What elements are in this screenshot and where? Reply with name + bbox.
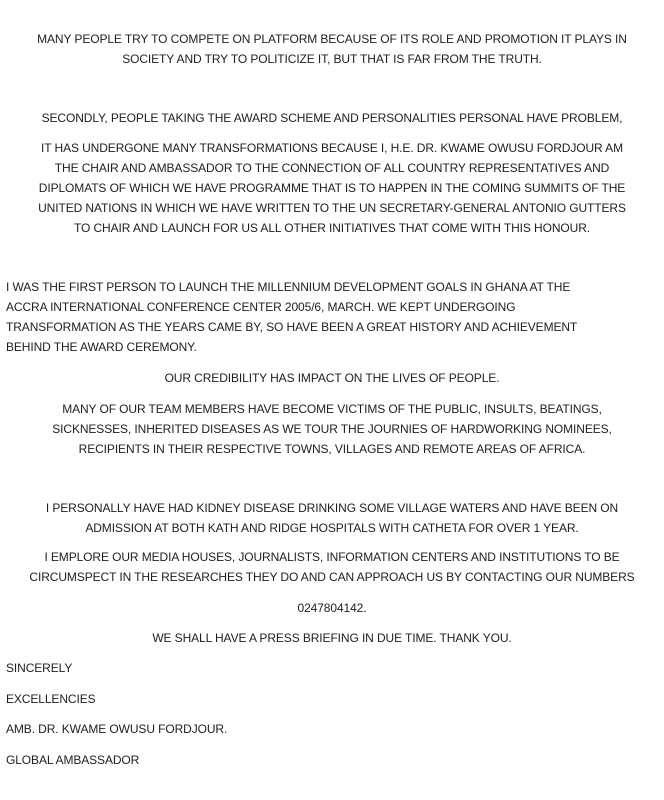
text-line: MANY OF OUR TEAM MEMBERS HAVE BECOME VICTIMS OF THE PUBLIC, INSULTS, BEATINGS, — [62, 402, 602, 416]
text-line: WE SHALL HAVE A PRESS BRIEFING IN DUE TIME. THANK YOU. — [152, 631, 512, 645]
text-line: BEHIND THE AWARD CEREMONY. — [6, 340, 197, 354]
signoff-name — [6, 719, 658, 739]
paragraph-press-briefing — [6, 628, 658, 648]
text-line: THE CHAIR AND AMBASSADOR TO THE CONNECTION OF ALL COUNTRY REPRESENTATIVES AND — [54, 161, 610, 175]
paragraph-transformations — [6, 138, 658, 238]
paragraph-platform — [6, 29, 658, 69]
paragraph-mdg-launch — [6, 277, 658, 357]
text-line: RECIPIENTS IN THEIR RESPECTIVE TOWNS, VILLAGES AND REMOTE AREAS OF AFRICA. — [78, 442, 586, 456]
text-line: TO CHAIR AND LAUNCH FOR US ALL OTHER INITIATIVES THAT COME WITH THIS HONOUR. — [73, 221, 591, 235]
text-line: SINCERELY — [6, 661, 73, 675]
text-line: MANY PEOPLE TRY TO COMPETE ON PLATFORM BECAUSE OF ITS ROLE AND PROMOTION IT PLAYS IN — [37, 32, 627, 46]
contact-number — [6, 598, 658, 618]
text-line: CIRCUMSPECT IN THE RESEARCHES THEY DO AND CAN APPROACH US BY CONTACTING OUR NUMBERS — [29, 570, 635, 584]
text-line: I WAS THE FIRST PERSON TO LAUNCH THE MILLENNIUM DEVELOPMENT GOALS IN GHANA AT THE — [6, 280, 571, 294]
text-line: IT HAS UNDERGONE MANY TRANSFORMATIONS BECAUSE I, H.E. DR. KWAME OWUSU FORDJOUR AM — [41, 141, 623, 155]
text-line: DIPLOMATS OF WHICH WE HAVE PROGRAMME THAT IS TO HAPPEN IN THE COMING SUMMITS OF THE — [38, 181, 626, 195]
text-line: UNITED NATIONS IN WHICH WE HAVE WRITTEN TO THE UN SECRETARY-GENERAL ANTONIO GUTTERS — [38, 201, 626, 215]
paragraph-kidney-disease — [6, 498, 658, 538]
signoff-closing — [6, 658, 658, 678]
text-line: GLOBAL AMBASSADOR — [6, 753, 140, 767]
signoff-role — [6, 750, 658, 770]
text-line: AMB. DR. KWAME OWUSU FORDJOUR. — [6, 722, 228, 736]
text-line: SECONDLY, PEOPLE TAKING THE AWARD SCHEME AND PERSONALITIES PERSONAL HAVE PROBLEM, — [41, 111, 623, 125]
text-line: SICKNESSES, INHERITED DISEASES AS WE TOUR THE JOURNIES OF HARDWORKING NOMINEES, — [52, 422, 612, 436]
text-line: ACCRA INTERNATIONAL CONFERENCE CENTER 2005/6, MARCH. WE KEPT UNDERGOING — [6, 300, 516, 314]
text-line: EXCELLENCIES — [6, 692, 96, 706]
paragraph-team-victims — [6, 399, 658, 459]
paragraph-credibility — [6, 368, 658, 388]
text-line: I EMPLORE OUR MEDIA HOUSES, JOURNALISTS, INFORMATION CENTERS AND INSTITUTIONS TO BE — [44, 550, 620, 564]
paragraph-secondly — [6, 108, 658, 128]
text-line: OUR CREDIBILITY HAS IMPACT ON THE LIVES OF PEOPLE. — [164, 371, 500, 385]
text-line: ADMISSION AT BOTH KATH AND RIDGE HOSPITALS WITH CATHETA FOR OVER 1 YEAR. — [85, 521, 579, 535]
text-line: SOCIETY AND TRY TO POLITICIZE IT, BUT THAT IS FAR FROM THE TRUTH. — [122, 52, 542, 66]
text-line: I PERSONALLY HAVE HAD KIDNEY DISEASE DRINKING SOME VILLAGE WATERS AND HAVE BEEN ON — [45, 501, 619, 515]
text-line: TRANSFORMATION AS THE YEARS CAME BY, SO HAVE BEEN A GREAT HISTORY AND ACHIEVEMENT — [6, 320, 578, 334]
paragraph-media-appeal — [6, 547, 658, 587]
text-line: 0247804142. — [297, 601, 367, 615]
signoff-salutation — [6, 689, 658, 709]
